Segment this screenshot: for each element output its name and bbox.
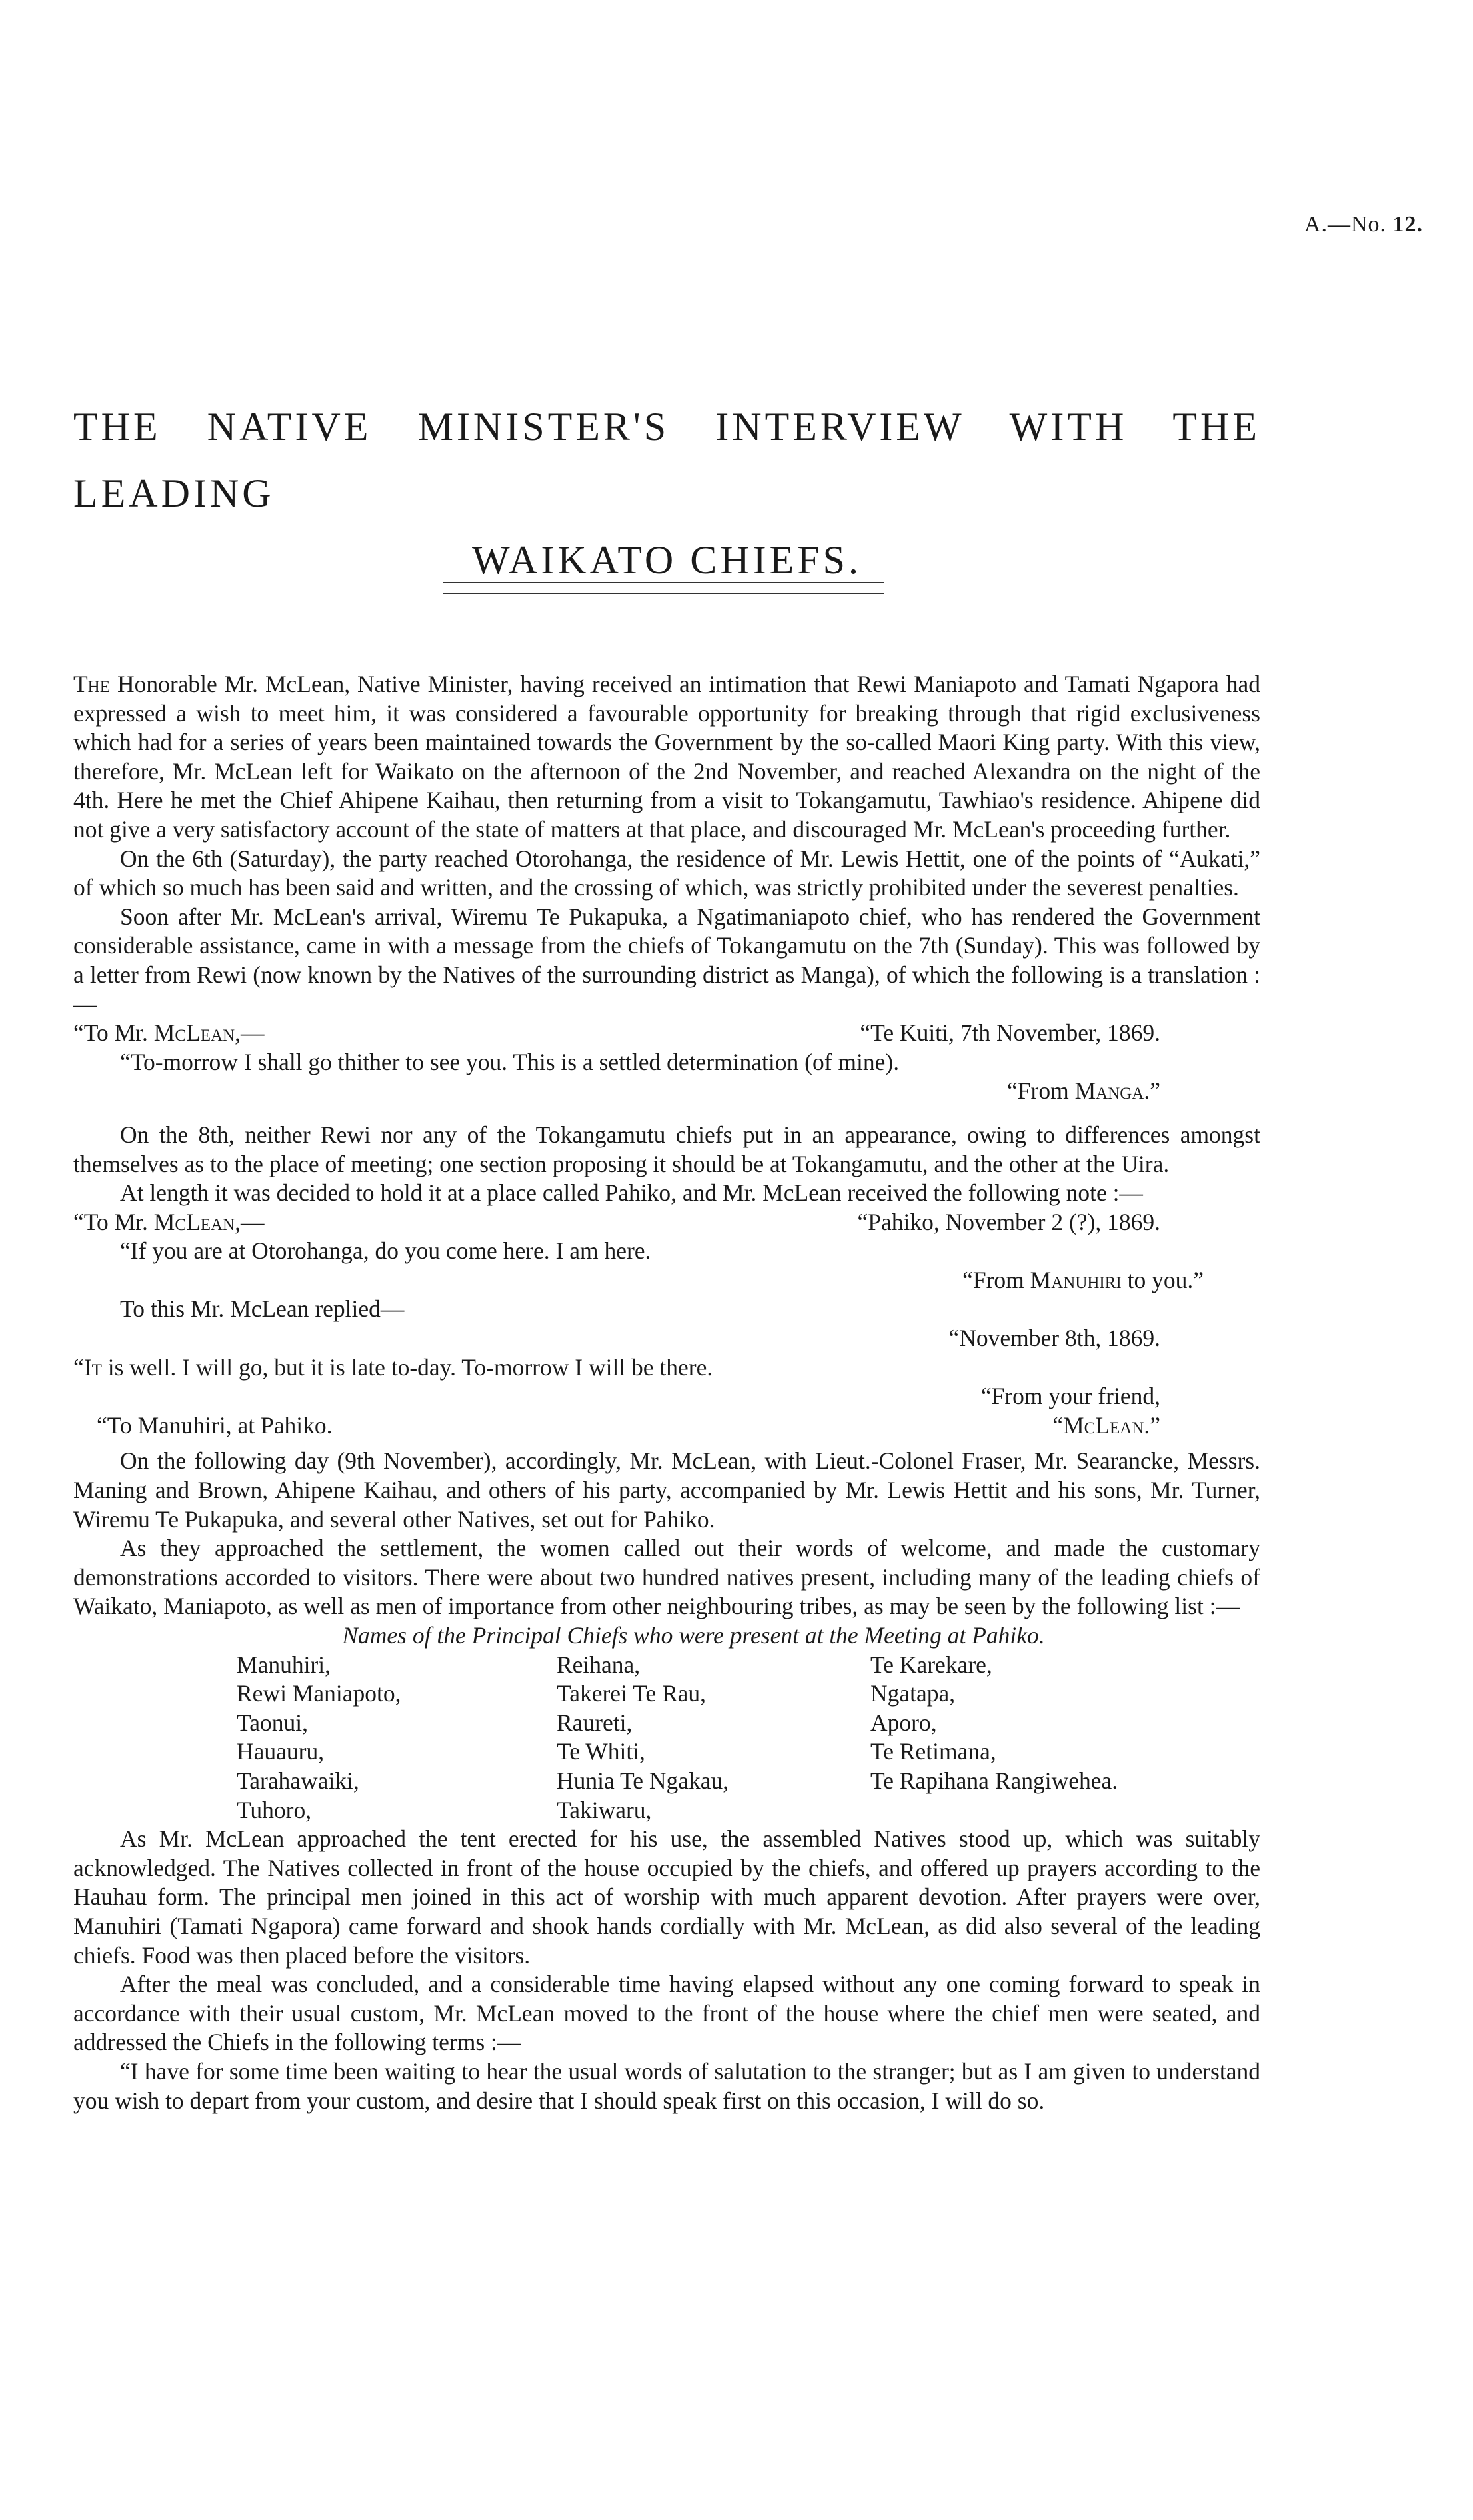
letter-2-dateline: “Pahiko, November 2 (?), 1869. <box>857 1208 1160 1235</box>
chief-name: Te Retimana, <box>870 1738 996 1765</box>
reply-footer <box>73 1411 1260 1441</box>
reply-closing: “From your friend, <box>980 1383 1160 1410</box>
reply-intro: To this Mr. McLean replied— <box>120 1295 405 1323</box>
chief-name: Takiwaru, <box>557 1796 652 1823</box>
letter-1-dateline: “Te Kuiti, 7th November, 1869. <box>860 1019 1160 1047</box>
page-identifier <box>1304 212 1423 237</box>
paragraph-6: On the following day (9th November), accordingly, Mr. McLean, with Lieut.-Colonel Fraser, Mr. Searancke, Messrs. Maning and Brown, Ahipene Kaihau, and others of his party, accompanied by Mr. Lewis Hettit and his sons, Mr. Turner, Wiremu Te Pukapuka, and several other Natives, set out for Pahiko. <box>73 1447 1260 1533</box>
letter-2-text: “If you are at Otorohanga, do you come here. I am here. <box>120 1237 651 1265</box>
chief-name: Manuhiri, <box>237 1651 331 1678</box>
paragraph-1-lead: The <box>73 671 111 697</box>
chiefs-list <box>73 1651 1260 1825</box>
chiefs-list-heading: Names of the Principal Chiefs who were present at the Meeting at Pahiko. <box>342 1622 1045 1649</box>
paragraph-7: As they approached the settlement, the women called out their words of welcome, and made the customary demonstrations accorded to visitors. There were about two hundred natives present, including many of the leading chiefs of Waikato, Maniapoto, as well as men of importance from other neighbouring tribes, as may be seen by the following list :— <box>73 1535 1260 1620</box>
chief-name: Te Karekare, <box>870 1651 992 1678</box>
title-line-2: WAIKATO CHIEFS. <box>472 538 862 582</box>
reply-dateline: “November 8th, 1869. <box>948 1325 1160 1352</box>
chief-name: Hunia Te Ngakau, <box>557 1767 729 1794</box>
title-line-1: THE NATIVE MINISTER'S INTERVIEW WITH THE LEADING <box>73 405 1260 515</box>
letter-2-salutation: “To Mr. McLean,— <box>73 1208 265 1235</box>
paragraph-2: On the 6th (Saturday), the party reached Otorohanga, the residence of Mr. Lewis Hettit, one of the points of “Aukati,” of which so much has been said and written, and the crossing of which, was strictly prohibited under the severest penalties. <box>73 845 1260 901</box>
paragraph-5: At length it was decided to hold it at a place called Pahiko, and Mr. McLean received the following note :— <box>120 1179 1143 1207</box>
paragraph-8: As Mr. McLean approached the tent erected for his use, the assembled Natives stood up, which was suitably acknowledged. The Natives collected in front of the house occupied by the chiefs, and offered up prayers according to the Hauhau form. The principal men joined in this act of worship with much apparent devotion. After prayers were over, Manuhiri (Tamati Ngapora) came forward and shook hands cordially with Mr. McLean, as did also several of the leading chiefs. Food was then placed before the visitors. <box>73 1825 1260 1969</box>
reply-signature: “McLean.” <box>1052 1411 1160 1439</box>
chief-name: Te Rapihana Rangiwehea. <box>870 1767 1118 1794</box>
reply-addressee: “To Manuhiri, at Pahiko. <box>97 1411 333 1439</box>
letter-1-text: “To-morrow I shall go thither to see you. This is a settled determination (of mine). <box>120 1048 900 1075</box>
paragraph-9: After the meal was concluded, and a considerable time having elapsed without any one coming forward to speak in accordance with their usual custom, Mr. McLean moved to the front of the house where the chief men were seated, and addressed the Chiefs in the following terms :— <box>73 1971 1260 2056</box>
chief-name: Tarahawaiki, <box>237 1767 359 1794</box>
paragraph-1-text: Honorable Mr. McLean, Native Minister, having received an intimation that Rewi Maniapoto and Tamati Ngapora had expressed a wish to meet him, it was considered a favourable opportunity for breaking through that rigid exclusiveness which had for a series of years been maintained towards the Government by the so-called Maori King party. With this view, therefore, Mr. McLean left for Waikato on the afternoon of the 2nd November, and reached Alexandra on the night of the 4th. Here he met the Chief Ahipene Kaihau, then returning from a visit to Tokangamutu, Tawhiao's residence. Ahipene did not give a very satisfactory account of the state of matters at that place, and discouraged Mr. McLean's proceeding further. <box>73 671 1260 843</box>
chief-name: Aporo, <box>870 1709 937 1736</box>
chief-name: Taonui, <box>237 1709 308 1736</box>
page-id-prefix: A.—No. <box>1304 212 1386 237</box>
chief-name: Te Whiti, <box>557 1738 645 1765</box>
reply-text: “It is well. I will go, but it is late to-day. To-morrow I will be there. <box>73 1353 713 1381</box>
letter-2-header <box>73 1208 1260 1237</box>
paragraph-3: Soon after Mr. McLean's arrival, Wiremu Te Pukapuka, a Ngatimaniapoto chief, who has rendered the Government considerable assistance, came in with a message from the chiefs of Tokangamutu on the 7th (Sunday). This was followed by a letter from Rewi (now known by the Natives of the surrounding district as Manga), of which the following is a translation :— <box>73 903 1260 1017</box>
page-id-number: 12. <box>1392 212 1423 237</box>
chief-name: Hauauru, <box>237 1738 325 1765</box>
paragraph-4: On the 8th, neither Rewi nor any of the Tokangamutu chiefs put in an appearance, owing to differences amongst themselves as to the place of meeting; one section proposing it should be at Tokangamutu, and the other at the Uira. <box>73 1121 1260 1177</box>
chief-name: Tuhoro, <box>237 1796 312 1823</box>
letter-1-salutation: “To Mr. McLean,— <box>73 1019 265 1047</box>
letter-1-signature: “From Manga.” <box>1007 1077 1160 1105</box>
chief-name: Reihana, <box>557 1651 641 1678</box>
paragraph-10: “I have for some time been waiting to hear the usual words of salutation to the stranger; but as I am given to understand you wish to depart from your custom, and desire that I should speak first on this occasion, I will do so. <box>73 2057 1260 2114</box>
chief-name <box>870 1796 1260 1825</box>
chief-name: Raureti, <box>557 1709 633 1736</box>
paragraph-1 <box>73 670 1260 845</box>
document-title <box>73 393 1260 593</box>
title-divider <box>443 582 884 594</box>
letter-2-signature: “From Manuhiri to you.” <box>962 1266 1204 1293</box>
chief-name: Rewi Maniapoto, <box>237 1680 401 1707</box>
chief-name: Takerei Te Rau, <box>557 1680 707 1707</box>
document-body <box>73 670 1260 2115</box>
chief-name: Ngatapa, <box>870 1680 956 1707</box>
letter-1-header <box>73 1019 1260 1048</box>
